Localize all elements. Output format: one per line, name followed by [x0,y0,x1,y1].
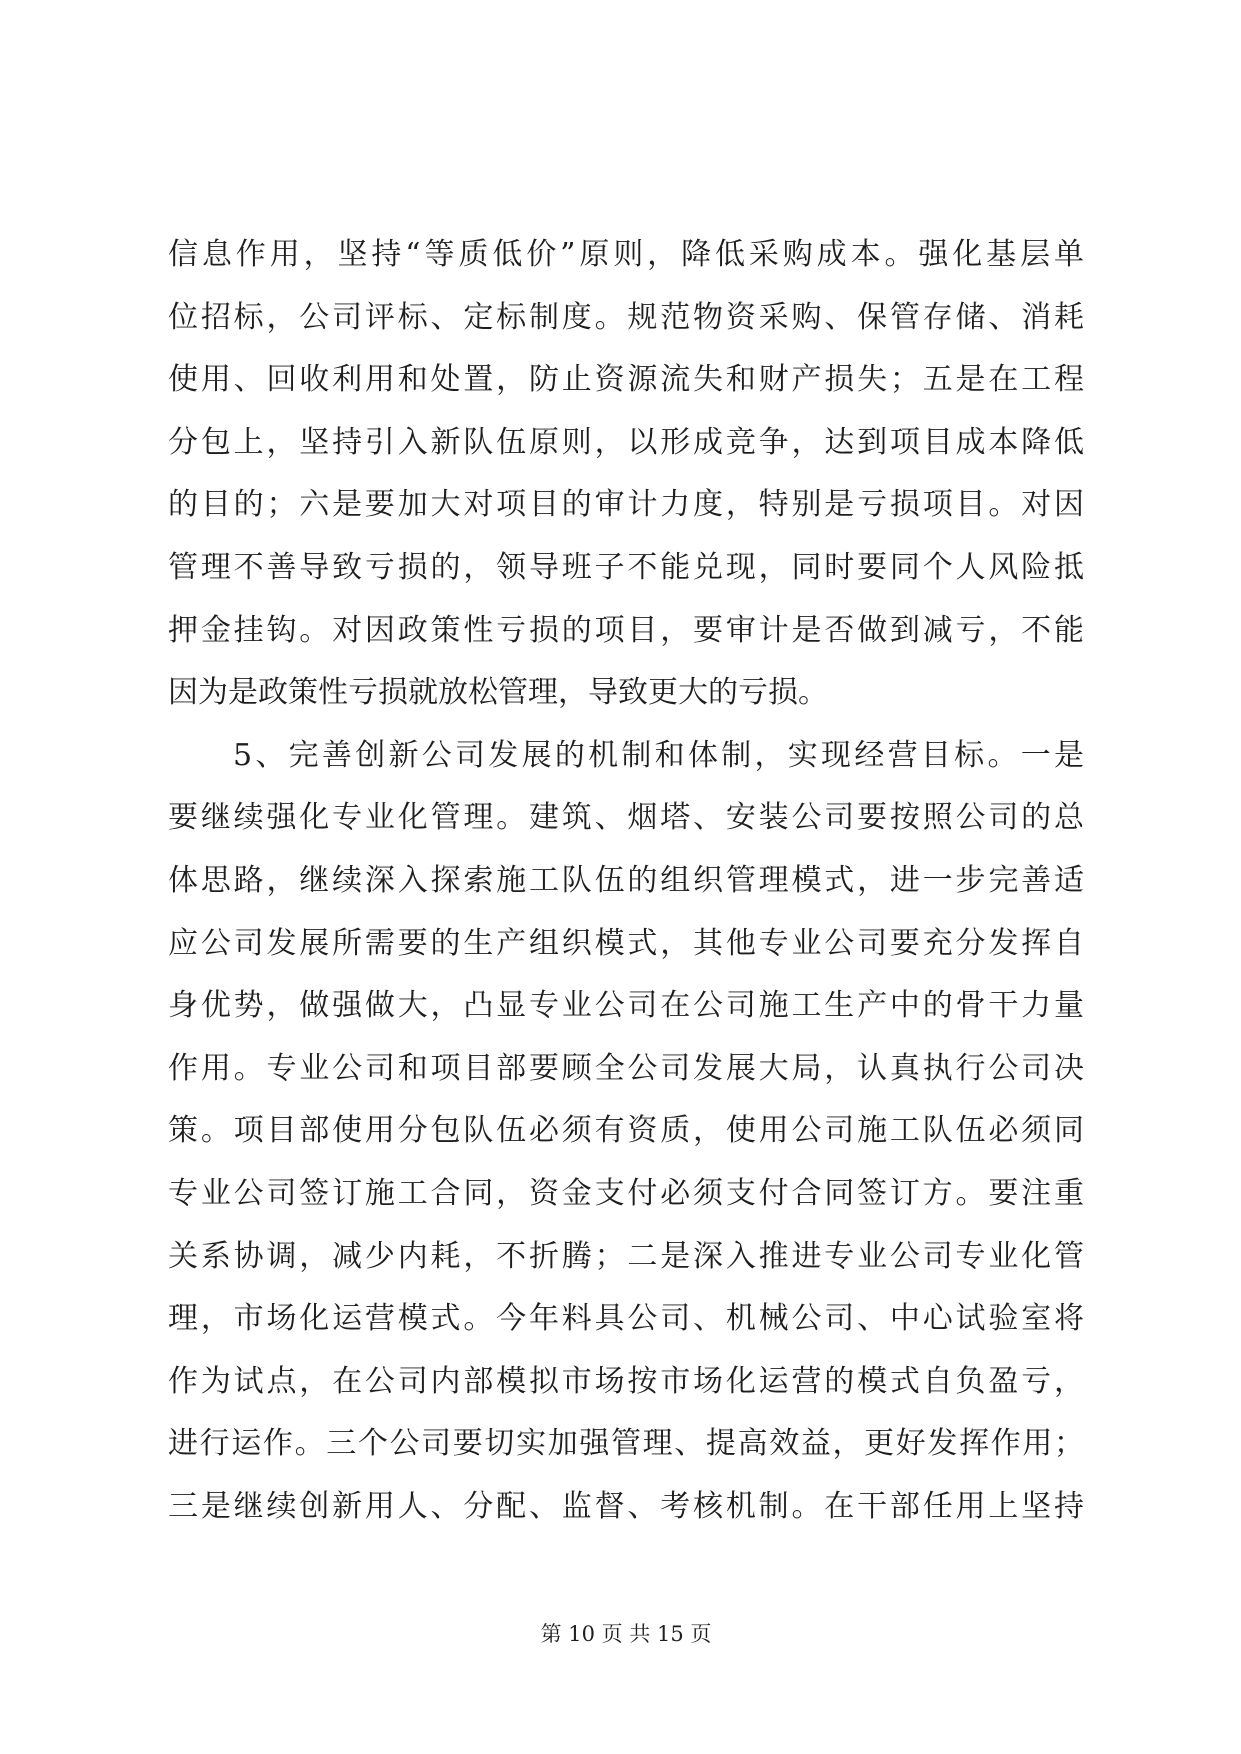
text-line: 分包上，坚持引入新队伍原则，以形成竞争，达到项目成本降低 [168,424,1084,460]
text-line: 管理不善导致亏损的，领导班子不能兑现，同时要同个人风险抵 [168,549,1084,585]
text-line: 要继续强化专业化管理。建筑、烟塔、安装公司要按照公司的总 [168,800,1084,836]
text-line: 应公司发展所需要的生产组织模式，其他专业公司要充分发挥自 [168,925,1084,961]
text-line: 作为试点，在公司内部模拟市场按市场化运营的模式自负盈亏， [168,1363,1084,1399]
text-line: 进行运作。三个公司要切实加强管理、提高效益，更好发挥作用； [168,1426,1084,1462]
text-line: 押金挂钩。对因政策性亏损的项目，要审计是否做到减亏，不能 [168,612,1084,648]
text-line: 作用。专业公司和项目部要顾全公司发展大局，认真执行公司决 [168,1050,1084,1086]
text-line: 体思路，继续深入探索施工队伍的组织管理模式，进一步完善适 [168,862,1084,898]
paragraph-continued [168,224,1084,725]
text-line: 信息作用，坚持“等质低价”原则，降低采购成本。强化基层单 [168,237,1084,272]
text-line: 5、完善创新公司发展的机制和体制，实现经营目标。一是 [233,737,1084,773]
page-number-footer: 第 10 页 共 15 页 [540,1622,712,1646]
text-line: 策。项目部使用分包队伍必须有资质，使用公司施工队伍必须同 [168,1113,1084,1149]
text-line: 使用、回收利用和处置，防止资源流失和财产损失；五是在工程 [168,362,1084,398]
text-line: 位招标，公司评标、定标制度。规范物资采购、保管存储、消耗 [168,299,1084,335]
text-line: 理，市场化运营模式。今年料具公司、机械公司、中心试验室将 [168,1301,1084,1337]
document-body [168,224,1084,1538]
text-line: 三是继续创新用人、分配、监督、考核机制。在干部任用上坚持 [168,1488,1084,1524]
text-line: 的目的；六是要加大对项目的审计力度，特别是亏损项目。对因 [168,487,1084,523]
text-line: 身优势，做强做大，凸显专业公司在公司施工生产中的骨干力量 [168,988,1084,1024]
text-line: 关系协调，减少内耗，不折腾；二是深入推进专业公司专业化管 [168,1238,1084,1274]
text-line: 专业公司签订施工合同，资金支付必须支付合同签订方。要注重 [168,1175,1084,1211]
paragraph-item-5 [168,725,1084,1539]
text-line: 因为是政策性亏损就放松管理，导致更大的亏损。 [168,675,828,711]
